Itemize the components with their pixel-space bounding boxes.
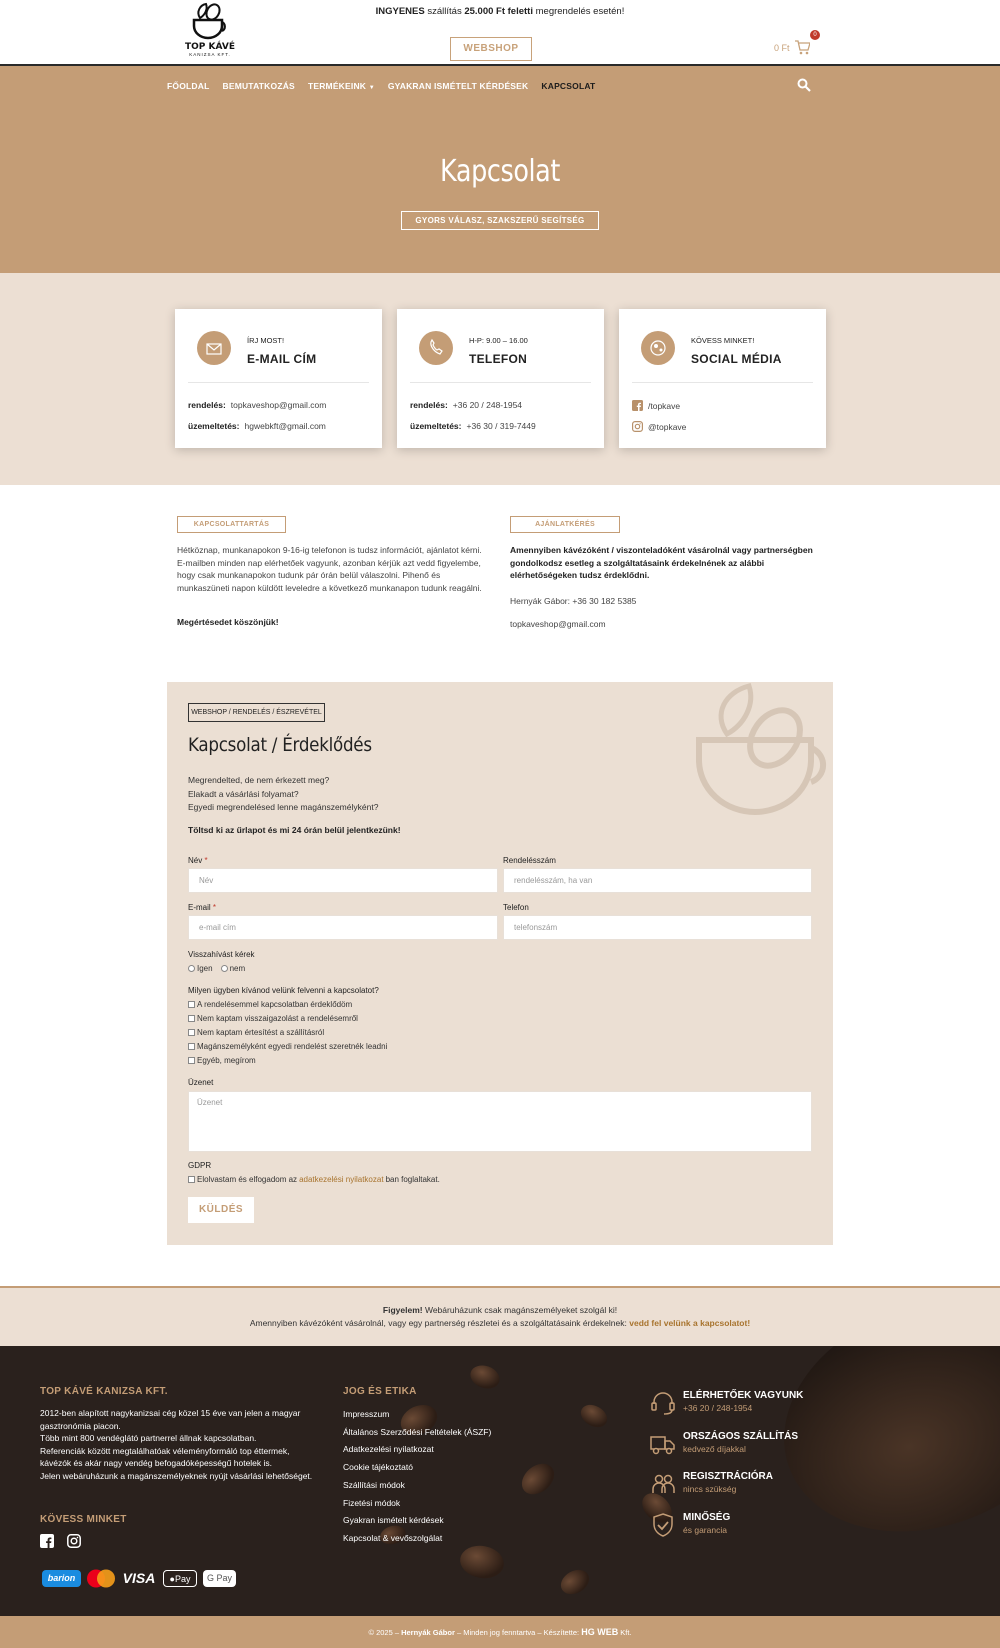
- order-number-input[interactable]: rendelésszám, ha van: [503, 868, 812, 893]
- topic-option[interactable]: [188, 1000, 352, 1009]
- search-icon[interactable]: [797, 78, 811, 92]
- message-textarea[interactable]: Üzenet: [188, 1091, 812, 1152]
- checkbox[interactable]: [188, 1043, 195, 1050]
- phone-label: Telefon: [503, 903, 529, 912]
- callback-yes-label: Igen: [197, 964, 213, 973]
- users-icon: [650, 1471, 676, 1497]
- callback-label: Visszahívást kérek: [188, 950, 255, 959]
- line-value: @topkave: [648, 421, 687, 432]
- hero-section: [0, 66, 1000, 273]
- badge-subtitle: és garancia: [683, 1525, 727, 1535]
- logo-subtitle: KANIZSA KFT.: [189, 52, 231, 57]
- company-paragraph: 2012-ben alapított nagykanizsai cég közel 15 éve van jelen a magyar gasztronómia piacon.: [40, 1408, 301, 1431]
- callback-no-radio[interactable]: [221, 965, 228, 972]
- instagram-link[interactable]: [632, 421, 686, 432]
- visa-logo: VISA: [122, 1570, 156, 1586]
- notice-text: Webáruházunk csak magánszemélyeket szolgál ki!: [422, 1305, 618, 1315]
- partner-email[interactable]: topkaveshop@gmail.com: [510, 619, 606, 629]
- line-value: +36 20 / 248-1954: [452, 400, 523, 410]
- topic-option[interactable]: [188, 1042, 387, 1051]
- promo-text-2: megrendelés esetén!: [532, 6, 625, 17]
- topic-option-label: A rendelésemmel kapcsolatban érdeklődöm: [197, 1000, 353, 1009]
- developer-link[interactable]: HG WEB: [581, 1627, 619, 1637]
- topic-option[interactable]: [188, 1056, 256, 1065]
- badge-title: ELÉRHETŐEK VAGYUNK: [683, 1390, 804, 1401]
- card-divider: [632, 382, 813, 383]
- apple-pay-logo: [163, 1570, 197, 1587]
- card-divider: [410, 382, 591, 383]
- line-label: rendelés:: [188, 400, 226, 410]
- line-value: /topkave: [648, 400, 681, 411]
- legal-heading: JOG ÉS ETIKA: [343, 1386, 417, 1397]
- company-paragraph: Több mint 800 vendéglátó partnerrel állnak kapcsolatban.: [40, 1433, 257, 1444]
- card-line-ops[interactable]: [188, 421, 326, 431]
- promo-free: INGYENES: [375, 6, 425, 17]
- nav-item-faq[interactable]: GYAKRAN ISMÉTELT KÉRDÉSEK: [387, 81, 529, 91]
- form-title: Kapcsolat / Érdeklődés: [188, 734, 372, 756]
- apple-icon: ●: [169, 1574, 175, 1584]
- footer-link-faq[interactable]: Gyakran ismételt kérdések: [343, 1515, 444, 1525]
- card-eyebrow: H-P: 9.00 – 16.00: [469, 336, 528, 345]
- facebook-icon: [632, 400, 643, 411]
- coffee-bean-decoration: [516, 1457, 560, 1500]
- cart-button[interactable]: [774, 32, 817, 55]
- nav-item-products-label: TERMÉKEINK: [307, 81, 367, 91]
- topic-option[interactable]: [188, 1014, 358, 1023]
- badge-title: REGISZTRÁCIÓRA: [683, 1471, 773, 1482]
- webshop-button[interactable]: WEBSHOP: [450, 37, 532, 61]
- card-line-order[interactable]: [188, 400, 326, 410]
- badge-subtitle: nincs szükség: [683, 1484, 737, 1494]
- gdpr-consent[interactable]: [188, 1175, 440, 1184]
- copyright-owner: Hernyák Gábor: [401, 1628, 455, 1637]
- quote-request-tag: AJÁNLATKÉRÉS: [510, 516, 620, 533]
- partner-text: [510, 544, 820, 582]
- contact-us-link[interactable]: vedd fel velünk a kapcsolatot!: [629, 1318, 751, 1328]
- form-intro-line: Egyedi megrendelésed lenne magánszemélyként?: [188, 802, 379, 812]
- shield-check-icon: [650, 1512, 676, 1538]
- promo-threshold: 25.000 Ft feletti: [464, 6, 533, 17]
- footer-link-terms[interactable]: Általános Szerződési Feltételek (ÁSZF): [343, 1427, 492, 1437]
- badge-title: ORSZÁGOS SZÁLLÍTÁS: [683, 1431, 798, 1442]
- name-input[interactable]: Név: [188, 868, 498, 893]
- badge-registration: [650, 1471, 773, 1502]
- coffee-bean-decoration: [467, 1362, 503, 1393]
- footer-link-cookies[interactable]: Cookie tájékoztató: [343, 1462, 413, 1472]
- form-intro-line: Megrendelted, de nem érkezett meg?: [188, 775, 330, 785]
- notice-bar: [0, 1286, 1000, 1346]
- apple-pay-text: Pay: [174, 1574, 191, 1584]
- badge-subtitle: kedvező díjakkal: [683, 1444, 746, 1454]
- barion-logo: barion: [42, 1570, 81, 1587]
- callback-yes-radio[interactable]: [188, 965, 195, 972]
- copyright-text: © 2025 –: [368, 1628, 402, 1637]
- notice-text: Amennyiben kávézóként vásárolnál, vagy egy partnerség részletei és a szolgáltatásaink érdekelnek:: [249, 1318, 630, 1328]
- gdpr-label: GDPR: [188, 1161, 212, 1170]
- copyright-text: Kft.: [618, 1628, 632, 1637]
- submit-button[interactable]: KÜLDÉS: [188, 1197, 254, 1223]
- notice-bold: Figyelem!: [382, 1305, 423, 1315]
- privacy-policy-link[interactable]: adatkezelési nyilatkozat: [299, 1175, 384, 1184]
- topic-option-label: Egyéb, megírom: [197, 1056, 256, 1065]
- footer-link-contact[interactable]: Kapcsolat & vevőszolgálat: [343, 1533, 443, 1543]
- form-intro-line: Elakadt a vásárlási folyamat?: [188, 788, 299, 799]
- facebook-icon[interactable]: [40, 1534, 54, 1548]
- badge-quality: [650, 1512, 731, 1543]
- phone-icon: [419, 331, 453, 365]
- checkbox[interactable]: [188, 1029, 195, 1036]
- gdpr-text-end: ban foglaltakat.: [385, 1175, 440, 1184]
- coffee-cup-watermark-icon: [691, 682, 833, 817]
- cart-count-badge: 0: [810, 30, 820, 40]
- line-value: topkaveshop@gmail.com: [230, 400, 327, 410]
- free-shipping-promo: [0, 6, 1000, 17]
- nav-item-home[interactable]: FŐOLDAL: [167, 81, 210, 91]
- coffee-bean-decoration: [557, 1565, 594, 1599]
- footer-link-imprint[interactable]: Impresszum: [343, 1409, 390, 1419]
- email-card: [175, 309, 382, 448]
- copyright-bar: [0, 1616, 1000, 1648]
- mastercard-logo-icon: [86, 1569, 116, 1588]
- name-label-text: Név: [188, 856, 203, 865]
- email-label-text: E-mail: [188, 903, 211, 912]
- company-description: [40, 1407, 315, 1483]
- nav-item-about[interactable]: BEMUTATKOZÁS: [222, 81, 295, 91]
- line-value: hgwebkft@gmail.com: [244, 421, 326, 431]
- share-icon: [641, 331, 675, 365]
- required-marker: *: [204, 856, 208, 865]
- gdpr-checkbox[interactable]: [188, 1176, 195, 1183]
- truck-icon: [650, 1431, 676, 1457]
- topic-option-label: Nem kaptam visszaigazolást a rendelésemről: [197, 1014, 358, 1023]
- phone-input[interactable]: telefonszám: [503, 915, 812, 940]
- notice-line-1: [0, 1305, 1000, 1315]
- gdpr-text: Elolvastam és elfogadom az: [197, 1175, 298, 1184]
- hero-subtitle-badge: GYORS VÁLASZ, SZAKSZERŰ SEGÍTSÉG: [401, 211, 599, 230]
- card-title: SOCIAL MÉDIA: [691, 352, 782, 366]
- contact-hours-text: Hétköznap, munkanapokon 9-16-ig telefonon is tudsz információt, ajánlatot kérni. E-mailben minden nap elérhetőek vagyunk, azonban kérjük azt vedd figyelembe, hogy csak munkanapokon tudunk pár órán belül válaszolni. Pihenő és munkaszüneti napon küldött leveledre a következő munkanapon tudunk reagálni.: [177, 545, 482, 593]
- footer-link-payment[interactable]: Fizetési módok: [343, 1498, 401, 1508]
- follow-heading: KÖVESS MINKET: [40, 1514, 127, 1525]
- topic-option[interactable]: [188, 1028, 324, 1037]
- nav-item-products[interactable]: [308, 81, 375, 91]
- card-divider: [188, 382, 369, 383]
- card-line-ops[interactable]: [410, 421, 536, 431]
- contact-form: [167, 682, 833, 1245]
- instagram-icon: [632, 421, 643, 432]
- form-category-tag: WEBSHOP / RENDELÉS / ÉSZREVÉTEL: [188, 703, 325, 722]
- card-title: TELEFON: [469, 352, 528, 366]
- thanks-bold: Megértésedet köszönjük!: [177, 617, 279, 627]
- coffee-scoop-decoration: [751, 1346, 1000, 1571]
- company-paragraph: Jelen webáruházunk a magánszemélyeknek nyújt vásárlási lehetőséget.: [40, 1470, 313, 1481]
- footer-link-privacy[interactable]: Adatkezelési nyilatkozat: [343, 1444, 434, 1454]
- coffee-bean-decoration: [577, 1400, 611, 1431]
- coffee-bean-decoration: [458, 1542, 507, 1581]
- chevron-down-icon: ▼: [368, 85, 375, 91]
- line-value: +36 30 / 319-7449: [466, 421, 536, 431]
- social-card: [619, 309, 826, 448]
- headset-icon: [650, 1390, 676, 1416]
- badge-available: [650, 1390, 804, 1421]
- thanks-text: [177, 616, 487, 629]
- partner-phone[interactable]: Hernyák Gábor: +36 30 182 5385: [510, 596, 637, 606]
- name-label: [188, 856, 208, 865]
- line-label: rendelés:: [410, 400, 448, 410]
- company-paragraph: Referenciák között megtalálhatóak véleményformáló top éttermek, kávézók és akár nagy vendég befogadóképességű hotelek is.: [40, 1445, 290, 1469]
- topic-label: Milyen ügyben kívánod velünk felvenni a kapcsolatot?: [188, 986, 379, 995]
- footer-link-shipping[interactable]: Szállítási módok: [343, 1480, 405, 1490]
- partner-bold: Amennyiben kávézóként / viszonteladóként vásárolnál vagy partnerségben gondolkodsz esetleg a szolgáltatásaink érdekelnének az alábbi elérhetőségeken tudsz érdeklődni.: [510, 545, 813, 581]
- facebook-link[interactable]: [632, 400, 680, 411]
- promo-text-1: szállítás: [424, 6, 465, 17]
- order-number-label: Rendelésszám: [503, 856, 556, 865]
- email-input[interactable]: e-mail cím: [188, 915, 498, 940]
- top-bar: [0, 0, 1000, 66]
- card-line-order[interactable]: [410, 400, 522, 410]
- line-label: üzemeltetés:: [410, 421, 462, 431]
- card-title: E-MAIL CÍM: [247, 352, 317, 366]
- callback-options: [188, 964, 245, 973]
- checkbox[interactable]: [188, 1015, 195, 1022]
- google-pay-logo: G Pay: [203, 1570, 236, 1587]
- email-label: [188, 903, 216, 912]
- notice-line-2: [0, 1318, 1000, 1328]
- callback-no-label: nem: [229, 964, 246, 973]
- checkbox[interactable]: [188, 1057, 195, 1064]
- logo-title: TOP KÁVÉ: [185, 42, 235, 52]
- instagram-icon[interactable]: [67, 1534, 81, 1548]
- cart-icon: [794, 40, 810, 55]
- envelope-icon: [197, 331, 231, 365]
- phone-card: [397, 309, 604, 448]
- message-label: Üzenet: [188, 1078, 214, 1087]
- card-eyebrow: ÍRJ MOST!: [247, 336, 285, 345]
- badge-shipping: [650, 1431, 798, 1462]
- card-eyebrow: KÖVESS MINKET!: [691, 336, 755, 345]
- company-heading: TOP KÁVÉ KANIZSA KFT.: [40, 1386, 168, 1397]
- line-label: üzemeltetés:: [188, 421, 240, 431]
- main-nav: [167, 81, 595, 91]
- contact-hours-tag: KAPCSOLATTARTÁS: [177, 516, 286, 533]
- required-marker: *: [212, 903, 217, 912]
- page-title: Kapcsolat: [440, 154, 560, 189]
- form-callout: Töltsd ki az űrlapot és mi 24 órán belül jelentkezünk!: [188, 825, 401, 835]
- topic-option-label: Nem kaptam értesítést a szállításról: [197, 1028, 325, 1037]
- cart-total: 0 Ft: [774, 42, 790, 53]
- copyright-text: – Minden jog fenntartva – Készítette:: [454, 1628, 582, 1637]
- form-intro: [188, 774, 378, 815]
- topic-option-label: Magánszemélyként egyedi rendelést szeretnék leadni: [197, 1042, 388, 1051]
- nav-item-contact[interactable]: KAPCSOLAT: [541, 81, 596, 91]
- badge-subtitle: +36 20 / 248-1954: [683, 1403, 753, 1413]
- checkbox[interactable]: [188, 1001, 195, 1008]
- badge-title: MINŐSÉG: [683, 1512, 731, 1523]
